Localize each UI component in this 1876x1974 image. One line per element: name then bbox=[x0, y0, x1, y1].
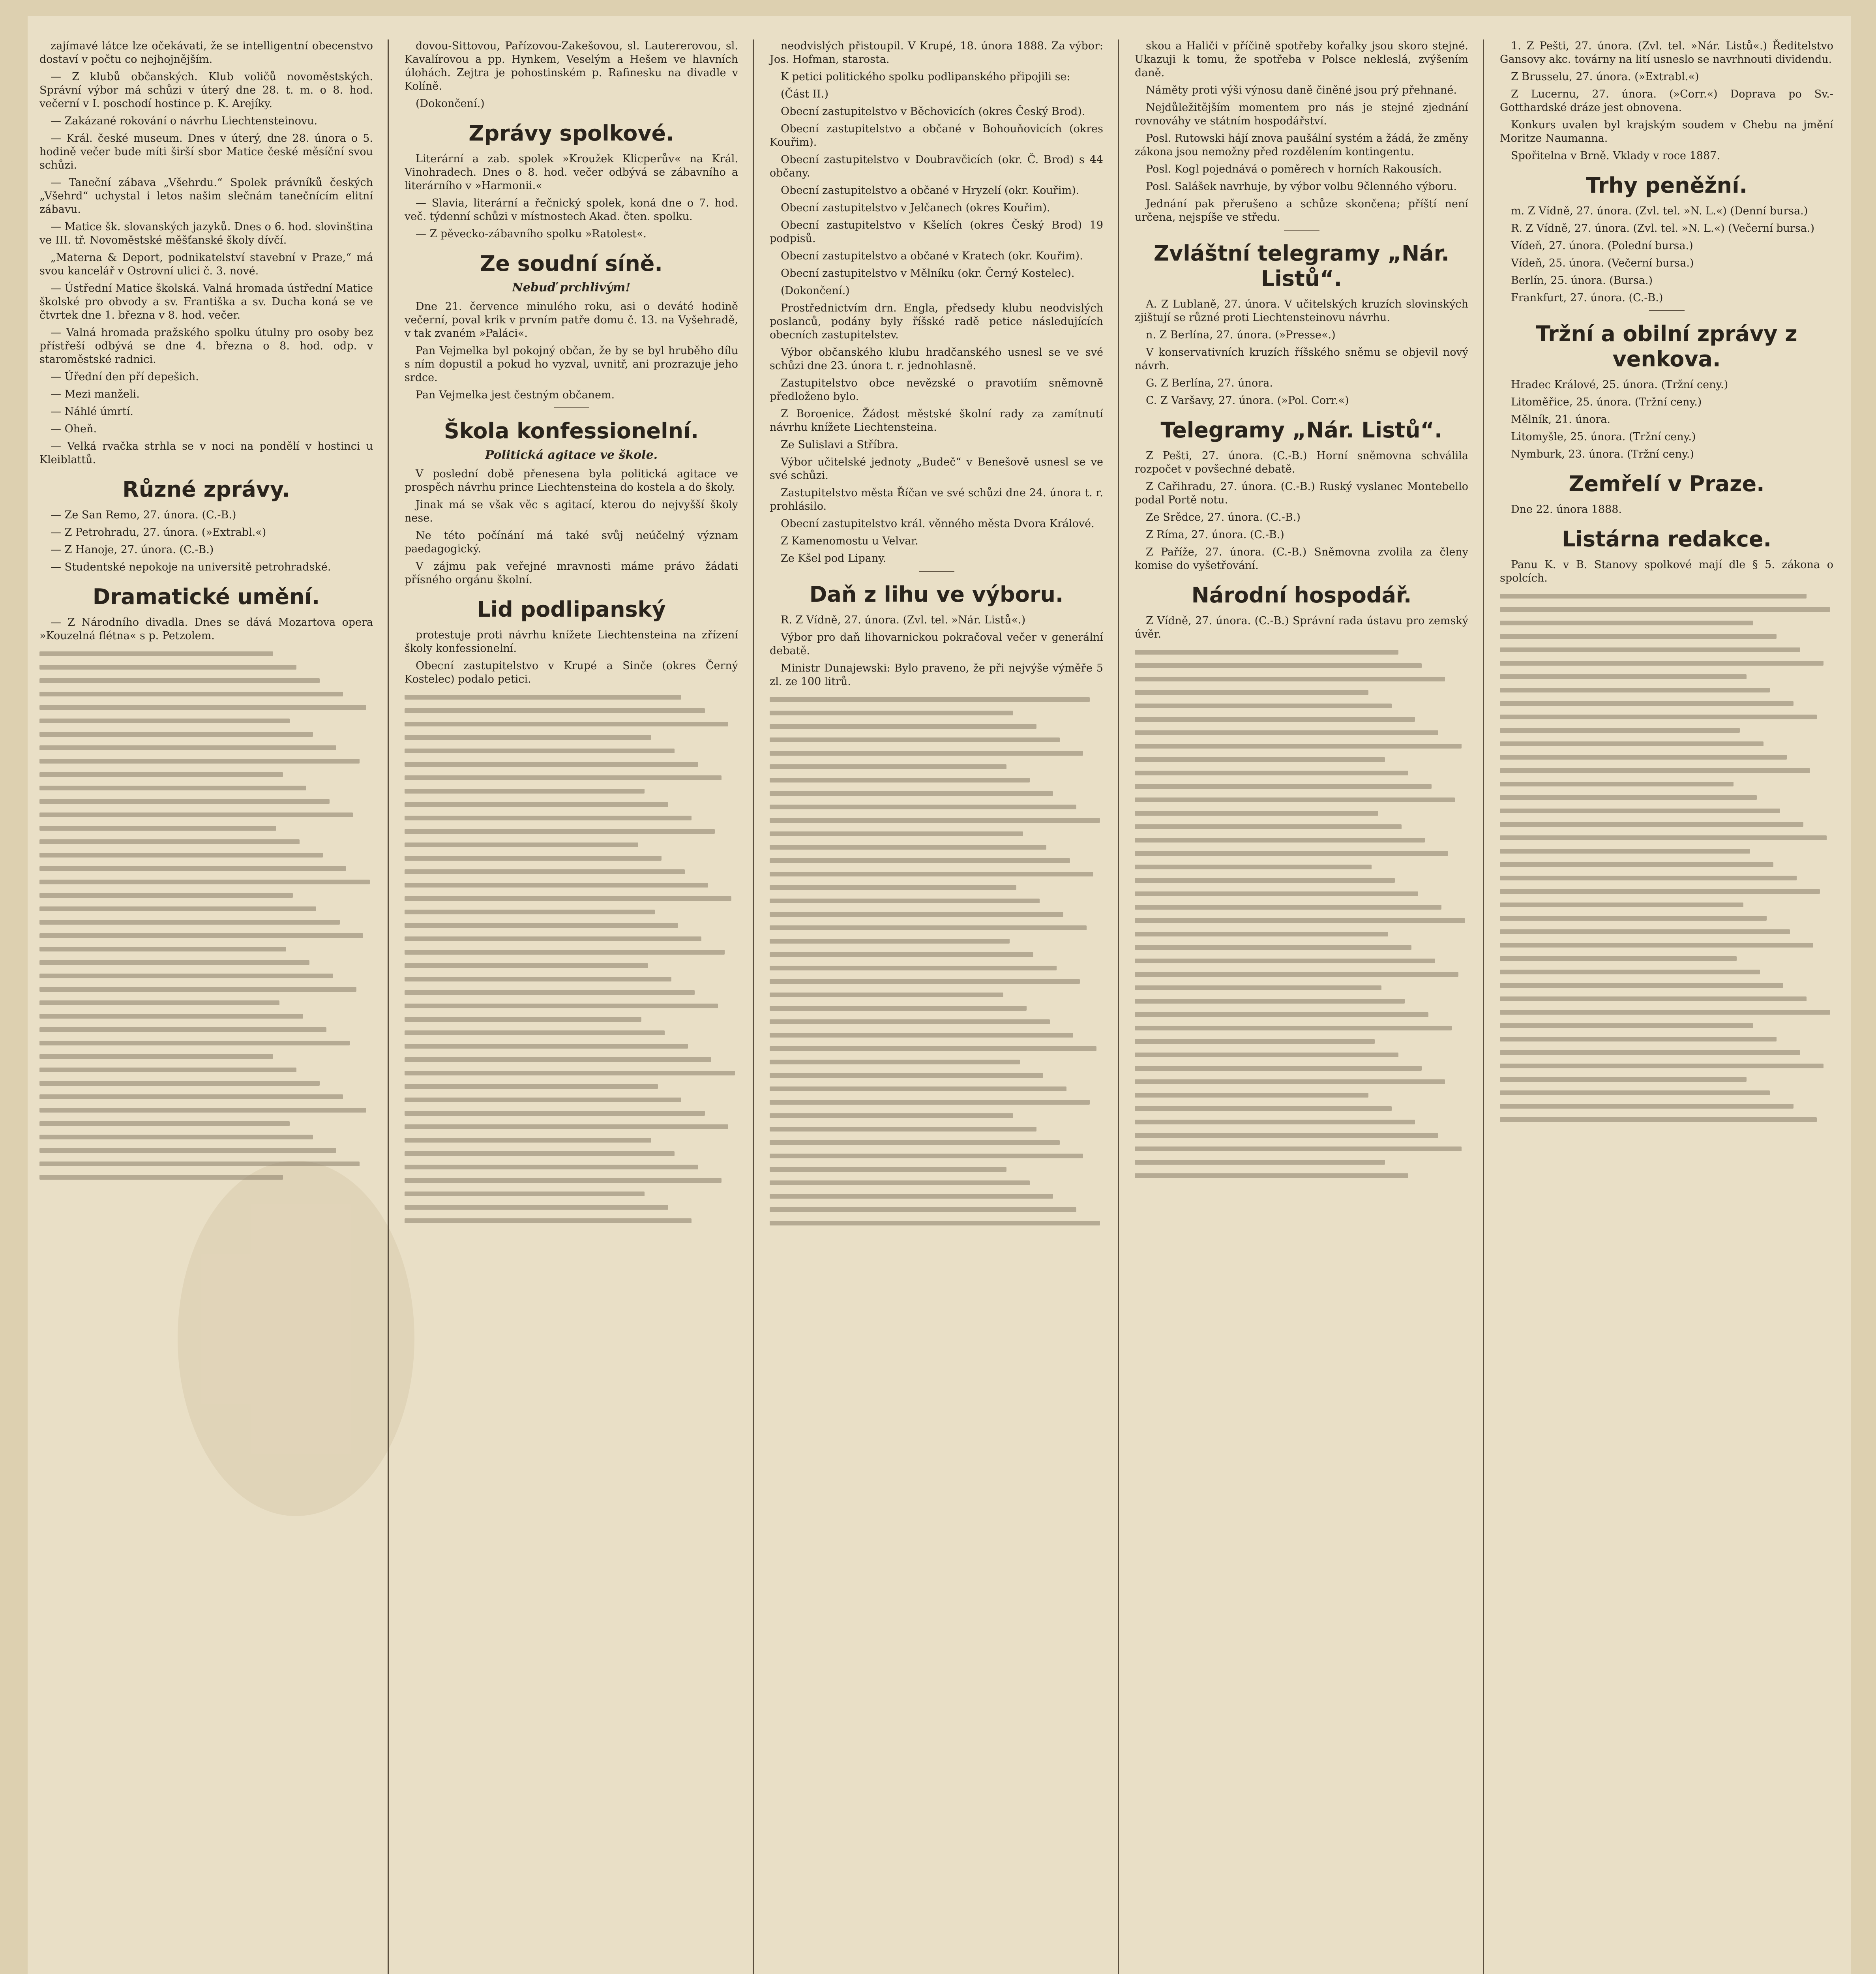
article-paragraph: — Slavia, literární a řečnický spolek, koná dne o 7. hod. več. týdenní schůzi v místnostech Akad. čten. spolku. bbox=[405, 197, 738, 223]
article-paragraph: Prostřednictvím drn. Engla, předsedy klubu neodvislých poslanců, podány byly říšské radě petice následujících obecních zastupitelstev. bbox=[770, 302, 1103, 341]
column-rule bbox=[1483, 39, 1484, 1974]
article-paragraph: — Taneční zábava „Všehrdu.“ Spolek právníků českých „Všehrd“ uchystal i letos našim slečnám tanečnícím elitní zábavu. bbox=[39, 176, 373, 216]
article-paragraph: Spořitelna v Brně. Vklady v roce 1887. bbox=[1511, 150, 1720, 162]
article-paragraph: — Z Národního divadla. Dnes se dává Mozartova opera »Kouzelná flétna« s p. Petzolem. bbox=[39, 616, 373, 642]
article-paragraph: Výbor pro daň lihovarnickou pokračoval večer v generální debatě. bbox=[770, 631, 1103, 657]
article-paragraph: Z Pešti, 27. února. (C.-B.) Horní sněmovna schválila rozpočet v povšechné debatě. bbox=[1135, 450, 1468, 475]
article-paragraph: Zastupitelstvo obce nevězské o pravotiím sněmovně předloženo bylo. bbox=[770, 377, 1103, 403]
article-paragraph: — Ústřední Matice školská. Valná hromada ústřední Matice školské pro obvody a sv. Františka a sv. Ducha koná se ve čtvrtek dne 1. března v 8. hod. večer. bbox=[39, 282, 373, 321]
article-paragraph: Z Kamenomostu u Velvar. bbox=[781, 535, 918, 547]
article-paragraph: Z Cařihradu, 27. února. (C.-B.) Ruský vyslanec Montebello podal Portě notu. bbox=[1135, 480, 1468, 506]
article-paragraph: Obecní zastupitelstvo a občané v Hryzelí (okr. Kouřim). bbox=[781, 184, 1079, 197]
article-paragraph: Berlín, 25. února. (Bursa.) bbox=[1511, 274, 1653, 287]
column-1 bbox=[28, 39, 385, 1974]
article-paragraph: Jednání pak přerušeno a schůze skončena; příští není určena, nejspíše ve středu. bbox=[1135, 198, 1468, 223]
article-paragraph: Nymburk, 23. února. (Tržní ceny.) bbox=[1511, 448, 1694, 460]
article-paragraph: Posl. Salášek navrhuje, by výbor volbu 9členného výboru. bbox=[1146, 180, 1457, 193]
article-paragraph: V zájmu pak veřejné mravnosti máme právo žádati přísného orgánu školní. bbox=[405, 560, 738, 586]
article-paragraph: Ministr Dunajewski: Bylo praveno, že při nejvýše výměře 5 zl. ze 100 litrů. bbox=[770, 662, 1103, 688]
section-heading: Listárna redakce. bbox=[1561, 527, 1772, 552]
article-paragraph: Výbor učitelské jednoty „Budeč“ v Benešově usnesl se ve své schůzi. bbox=[770, 456, 1103, 482]
article-paragraph: n. Z Berlína, 27. února. (»Presse«.) bbox=[1146, 329, 1336, 341]
column-3 bbox=[758, 39, 1115, 1974]
article-paragraph: — Matice šk. slovanských jazyků. Dnes o 6. hod. slovinština ve III. tř. Novoměstské měšťanské školy dívčí. bbox=[39, 221, 373, 246]
article-paragraph: Panu K. v B. Stanovy spolkové mají dle § 5. zákona o spolcích. bbox=[1500, 559, 1833, 584]
article-paragraph: Z Boroenice. Žádost městské školní rady za zamítnutí návrhu knížete Liechtensteina. bbox=[770, 408, 1103, 433]
article-paragraph: Zastupitelstvo města Říčan ve své schůzi dne 24. února t. r. prohlásilo. bbox=[770, 487, 1103, 512]
article-paragraph: Obecní zastupitelstvo v Mělníku (okr. Černý Kostelec). bbox=[781, 267, 1075, 280]
article-paragraph: Obecní zastupitelstvo v Krupé a Sinče (okres Černý Kostelec) podalo petici. bbox=[405, 660, 738, 685]
article-paragraph: neodvislých přistoupil. V Krupé, 18. února 1888. Za výbor: Jos. Hofman, starosta. bbox=[770, 40, 1103, 66]
article-paragraph: — Z pěvecko-zábavního spolku »Ratolest«. bbox=[416, 228, 647, 240]
dense-print-texture bbox=[1135, 650, 1468, 1178]
article-paragraph: — Náhlé úmrtí. bbox=[51, 405, 133, 418]
dense-print-texture bbox=[405, 695, 738, 1223]
article-paragraph: Obecní zastupitelstvo a občané v Kratech (okr. Kouřim). bbox=[781, 250, 1083, 262]
article-paragraph: Dne 21. července minulého roku, asi o deváté hodině večerní, poval krik v prvním patře domu č. 13. na Vyšehradě, v tak zvaném »Paláci«. bbox=[405, 300, 738, 340]
article-paragraph: — Velká rvačka strhla se v noci na pondělí v hostinci u Kleiblattů. bbox=[39, 440, 373, 466]
article-paragraph: Obecní zastupitelstvo v Jelčanech (okres Kouřim). bbox=[781, 202, 1050, 214]
article-paragraph: Obecní zastupitelstvo v Kšelích (okres Český Brod) 19 podpisů. bbox=[770, 219, 1103, 245]
article-paragraph: „Materna & Deport, podnikatelství stavební v Praze,“ má svou kancelář v Ostrovní ulici č. 3. nové. bbox=[39, 251, 373, 277]
section-divider bbox=[1649, 310, 1685, 311]
article-paragraph: (Dokončení.) bbox=[416, 98, 485, 110]
article-paragraph: Z Paříže, 27. února. (C.-B.) Sněmovna zvolila za členy komise do vyšetřování. bbox=[1135, 546, 1468, 572]
section-heading: Ze soudní síně. bbox=[480, 251, 663, 276]
article-paragraph: C. Z Varšavy, 27. února. (»Pol. Corr.«) bbox=[1146, 394, 1349, 407]
article-paragraph: skou a Haliči v příčině spotřeby kořalky jsou skoro stejné. Ukazuji k tomu, že spotřeba v Polsce nekleslá, zvýšením daně. bbox=[1135, 40, 1468, 79]
article-paragraph: Z Lucernu, 27. února. (»Corr.«) Doprava po Sv.-Gotthardské dráze jest obnovena. bbox=[1500, 88, 1833, 114]
section-heading: Škola konfessionelní. bbox=[444, 418, 699, 443]
column-5 bbox=[1488, 39, 1845, 1974]
section-heading: Různé zprávy. bbox=[122, 477, 290, 502]
article-paragraph: — Z Petrohradu, 27. února. (»Extrabl.«) bbox=[51, 526, 266, 539]
article-paragraph: Náměty proti výši výnosu daně činěné jsou prý přehnané. bbox=[1146, 84, 1457, 96]
article-paragraph: Hradec Králové, 25. února. (Tržní ceny.) bbox=[1511, 379, 1728, 391]
article-paragraph: protestuje proti návrhu knížete Liechtensteina na zřízení školy konfessionelní. bbox=[405, 629, 738, 655]
dense-print-texture bbox=[770, 697, 1103, 1225]
article-paragraph: — Z klubů občanských. Klub voličů novoměstských. Správní výbor má schůzi v úterý dne 28. t. m. o 8. hod. večerní v I. poschodí hostince p. K. Arejíky. bbox=[39, 71, 373, 110]
article-paragraph: K petici politického spolku podlipanského připojili se: bbox=[781, 71, 1070, 83]
article-paragraph: Obecní zastupitelstvo a občané v Bohouňovicích (okres Kouřim). bbox=[770, 123, 1103, 148]
column-2 bbox=[393, 39, 750, 1974]
article-paragraph: — Valná hromada pražského spolku útulny pro osoby bez přístřeší odbývá se dne 4. března o 8. hod. odp. v staroměstské radnici. bbox=[39, 326, 373, 366]
section-heading: Dramatické umění. bbox=[92, 584, 320, 609]
section-divider bbox=[1284, 230, 1319, 231]
article-paragraph: Z Brusselu, 27. února. (»Extrabl.«) bbox=[1511, 71, 1699, 83]
article-paragraph: Výbor občanského klubu hradčanského usnesl se ve své schůzi dne 23. února t. r. jednohlasně. bbox=[770, 346, 1103, 372]
section-heading: Telegramy „Nár. Listů“. bbox=[1160, 418, 1443, 443]
article-paragraph: Z Vídně, 27. února. (C.-B.) Správní rada ústavu pro zemský úvěr. bbox=[1135, 615, 1468, 640]
section-subheading: Nebuď prchlivým! bbox=[512, 281, 631, 295]
article-paragraph: Obecní zastupitelstvo v Doubravčicích (okr. Č. Brod) s 44 občany. bbox=[770, 154, 1103, 179]
article-paragraph: Vídeň, 25. února. (Večerní bursa.) bbox=[1511, 257, 1694, 269]
article-paragraph: Nejdůležitějším momentem pro nás je stejné zjednání rovnováhy ve státním hospodářství. bbox=[1135, 101, 1468, 127]
article-paragraph: Frankfurt, 27. února. (C.-B.) bbox=[1511, 292, 1663, 304]
section-divider bbox=[554, 407, 589, 408]
article-paragraph: Dne 22. února 1888. bbox=[1511, 503, 1622, 516]
section-heading: Tržní a obilní zprávy z venkova. bbox=[1536, 321, 1797, 372]
article-paragraph: Vídeň, 27. února. (Polední bursa.) bbox=[1511, 240, 1693, 252]
dense-print-texture bbox=[39, 651, 373, 1180]
article-paragraph: Obecní zastupitelstvo v Běchovicích (okres Český Brod). bbox=[781, 105, 1085, 118]
article-paragraph: Z Ríma, 27. února. (C.-B.) bbox=[1146, 529, 1284, 541]
section-heading: Lid podlipanský bbox=[477, 597, 666, 622]
article-paragraph: Jinak má se však věc s agitací, kterou do nejvyšší školy nese. bbox=[405, 499, 738, 524]
article-paragraph: — Mezi manželi. bbox=[51, 388, 140, 400]
article-paragraph: Pan Vejmelka byl pokojný občan, že by se byl hruběho dílu s ním dopustil a pokud ho vyzval, uvnitř, ani prozrazuje jeho srdce. bbox=[405, 345, 738, 384]
section-heading: Trhy peněžní. bbox=[1586, 173, 1748, 198]
column-rule bbox=[753, 39, 754, 1974]
article-paragraph: (Část II.) bbox=[781, 88, 829, 100]
article-paragraph: — Ze San Remo, 27. února. (C.-B.) bbox=[51, 509, 236, 521]
dense-print-texture bbox=[1500, 594, 1833, 1122]
article-paragraph: 1. Z Pešti, 27. února. (Zvl. tel. »Nár. Listů«.) Ředitelstvo Gansovy akc. továrny na lití usneslo se navrhnouti dividendu. bbox=[1500, 40, 1833, 66]
article-paragraph: V konservativních kruzích říšského sněmu se objevil nový návrh. bbox=[1135, 346, 1468, 372]
article-paragraph: Konkurs uvalen byl krajským soudem v Chebu na jmění Moritze Naumanna. bbox=[1500, 119, 1833, 144]
article-paragraph: Ze Srědce, 27. února. (C.-B.) bbox=[1146, 511, 1301, 524]
article-paragraph: R. Z Vídně, 27. února. (Zvl. tel. »N. L.«) (Večerní bursa.) bbox=[1511, 222, 1815, 235]
section-heading: Národní hospodář. bbox=[1191, 583, 1412, 608]
section-subheading: Politická agitace ve škole. bbox=[485, 448, 658, 462]
article-paragraph: — Studentské nepokoje na universitě petrohradské. bbox=[51, 561, 331, 573]
article-paragraph: Literární a zab. spolek »Kroužek Klicperův« na Král. Vinohradech. Dnes o 8. hod. večer odbývá se zábavního a literárního v »Harmonii.« bbox=[405, 153, 738, 192]
article-paragraph: Ze Kšel pod Lipany. bbox=[781, 552, 886, 565]
article-paragraph: zajímavé látce lze očekávati, že se intelligentní obecenstvo dostaví v počtu co nejhojnějším. bbox=[39, 40, 373, 66]
article-paragraph: dovou-Sittovou, Pařízovou-Zakešovou, sl. Lautererovou, sl. Kavalírovou a pp. Hynkem, Veselým a Hešem ve hlavních úlohách. Zejtra je pohostinském p. Rafinesku na divadle v Kolíně. bbox=[405, 40, 738, 92]
article-paragraph: Ze Sulislavi a Stříbra. bbox=[781, 439, 898, 451]
article-paragraph: Pan Vejmelka jest čestným občanem. bbox=[416, 389, 615, 401]
article-paragraph: R. Z Vídně, 27. února. (Zvl. tel. »Nár. Listů«.) bbox=[781, 614, 1026, 626]
article-paragraph: Mělník, 21. února. bbox=[1511, 413, 1610, 426]
section-divider bbox=[919, 571, 954, 572]
article-paragraph: — Král. české museum. Dnes v úterý, dne 28. února o 5. hodině večer bude míti širší sbor Matice české měsíční svou schůzi. bbox=[39, 132, 373, 171]
article-paragraph: Litoměřice, 25. února. (Tržní ceny.) bbox=[1511, 396, 1702, 408]
article-paragraph: Posl. Rutowski hájí znova paušální systém a žádá, že změny zákona jsou nemožny před rozdělením kontingentu. bbox=[1135, 132, 1468, 158]
article-paragraph: Obecní zastupitelstvo král. věnného města Dvora Králové. bbox=[781, 518, 1094, 530]
section-heading: Zemřelí v Praze. bbox=[1569, 471, 1765, 496]
column-rule bbox=[1118, 39, 1119, 1974]
article-paragraph: — Zakázané rokování o návrhu Liechtensteinovu. bbox=[51, 115, 318, 127]
article-paragraph: (Dokončení.) bbox=[781, 285, 850, 297]
article-paragraph: — Úřední den pří depešich. bbox=[51, 371, 199, 383]
newspaper-page bbox=[28, 16, 1851, 1974]
section-heading: Daň z lihu ve výboru. bbox=[809, 582, 1064, 607]
article-paragraph: — Oheň. bbox=[51, 423, 97, 435]
article-paragraph: m. Z Vídně, 27. února. (Zvl. tel. »N. L.«) (Denní bursa.) bbox=[1511, 205, 1808, 217]
article-paragraph: Litomyšle, 25. února. (Tržní ceny.) bbox=[1511, 431, 1696, 443]
section-heading: Zvláštní telegramy „Nár. Listů“. bbox=[1153, 241, 1450, 291]
column-rule bbox=[388, 39, 389, 1974]
article-paragraph: V poslední době přenesena byla politická agitace ve prospěch návrhu prince Liechtensteina do kostela a do školy. bbox=[405, 468, 738, 494]
column-4 bbox=[1123, 39, 1480, 1974]
article-paragraph: Ne této počínání má také svůj neúčelný význam paedagogický. bbox=[405, 529, 738, 555]
article-paragraph: — Z Hanoje, 27. února. (C.-B.) bbox=[51, 544, 214, 556]
section-heading: Zprávy spolkové. bbox=[469, 121, 674, 146]
article-paragraph: Posl. Kogl pojednává o poměrech v horních Rakousích. bbox=[1146, 163, 1442, 175]
article-paragraph: A. Z Lublaně, 27. února. V učitelských kruzích slovinských zjištují se různé proti Liechtensteinovu návrhu. bbox=[1135, 298, 1468, 324]
article-paragraph: G. Z Berlína, 27. února. bbox=[1146, 377, 1273, 389]
